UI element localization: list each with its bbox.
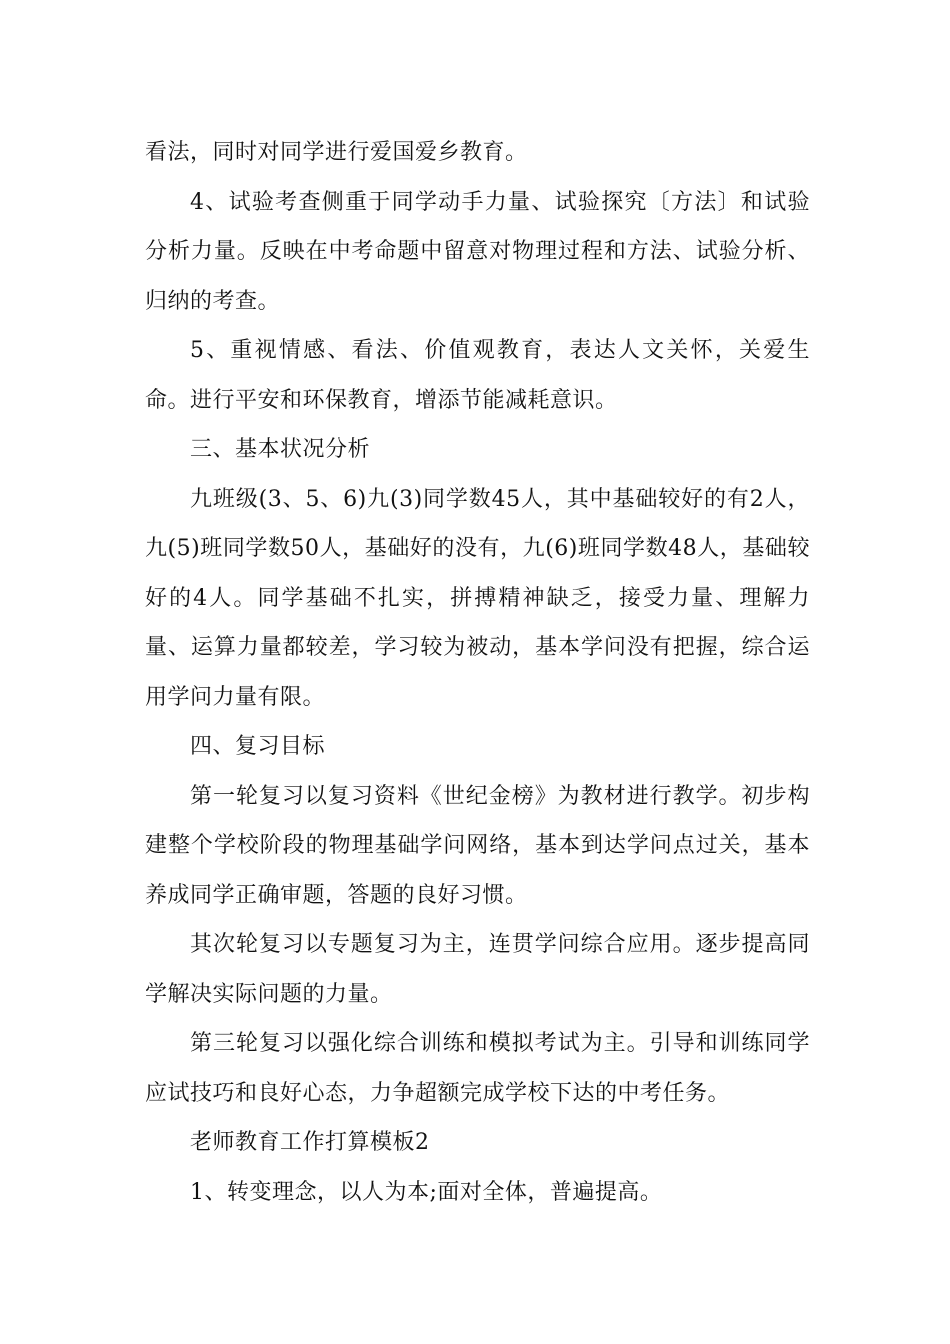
section-heading-review-goals: 四、复习目标 xyxy=(190,734,326,759)
paragraph-continuation: 看法，同时对同学进行爱国爱乡教育。 xyxy=(145,140,528,165)
paragraph-item-4: 4、试验考查侧重于同学动手力量、试验探究〔方法〕和试验分析力量。反映在中考命题中留意对物理过程和方法、试验分析、归纳的考查。 xyxy=(145,189,810,314)
paragraph-third-round: 第三轮复习以强化综合训练和模拟考试为主。引导和训练同学应试技巧和良好心态，力争超额完成学校下达的中考任务。 xyxy=(145,1031,810,1106)
section-heading-basic-situation: 三、基本状况分析 xyxy=(190,437,371,462)
paragraph-item-1: 1、转变理念，以人为本;面对全体，普遍提高。 xyxy=(190,1179,663,1205)
paragraph-first-round: 第一轮复习以复习资料《世纪金榜》为教材进行教学。初步构建整个学校阶段的物理基础学问网络，基本到达学问点过关，基本养成同学正确审题，答题的良好习惯。 xyxy=(145,783,810,908)
document-body xyxy=(145,128,810,1217)
template-title: 老师教育工作打算模板2 xyxy=(190,1130,430,1155)
paragraph-second-round: 其次轮复习以专题复习为主，连贯学问综合应用。逐步提高同学解决实际问题的力量。 xyxy=(145,932,810,1007)
paragraph-item-5: 5、重视情感、看法、价值观教育，表达人文关怀，关爱生命。进行平安和环保教育，增添节能减耗意识。 xyxy=(145,338,810,413)
paragraph-class-analysis: 九班级(3、5、6)九(3)同学数45人，其中基础较好的有2人，九(5)班同学数50人，基础好的没有，九(6)班同学数48人，基础较好的4人。同学基础不扎实，拼搏精神缺乏，接受力量、理解力量、运算力量都较差，学习较为被动，基本学问没有把握，综合运用学问力量有限。 xyxy=(145,486,810,710)
